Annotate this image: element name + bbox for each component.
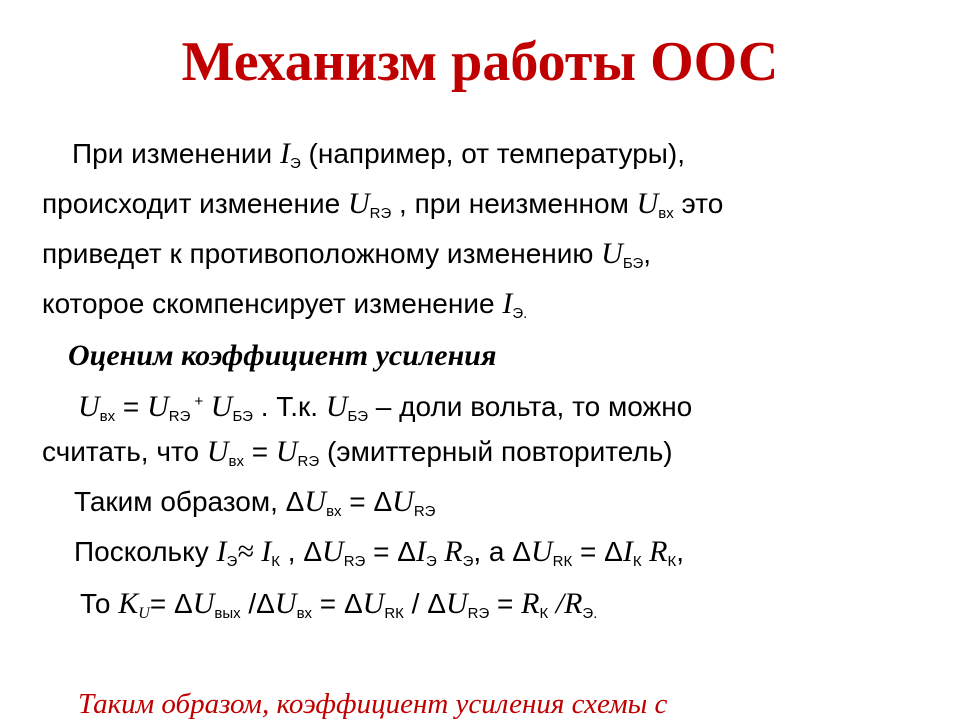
- subscript: RЭ: [413, 503, 436, 520]
- text: При изменении: [72, 138, 280, 169]
- text: – доли вольта, то можно: [368, 391, 693, 422]
- text: Поскольку: [74, 536, 217, 567]
- variable: U: [192, 587, 215, 620]
- variable: R: [521, 587, 540, 620]
- text: =: [243, 436, 276, 467]
- variable: U: [636, 187, 659, 220]
- subscript: Э.: [512, 305, 528, 322]
- text-line-3: [42, 236, 651, 282]
- text-line-5: [78, 384, 692, 435]
- variable: U: [203, 390, 233, 423]
- subscript: вх: [326, 503, 342, 520]
- subscript: RЭ: [369, 205, 392, 222]
- variable: U: [392, 485, 414, 518]
- subscript: вх: [228, 453, 244, 470]
- text: =: [489, 588, 522, 619]
- variable: I: [216, 535, 227, 568]
- text: / Δ: [403, 588, 446, 619]
- text-line-4: [42, 286, 527, 332]
- text: (эмиттерный повторитель): [319, 436, 673, 467]
- subscript: RК: [384, 605, 404, 622]
- text: , Δ: [280, 536, 323, 567]
- text: = Δ: [312, 588, 363, 619]
- text: = Δ: [341, 486, 393, 517]
- subscript: Э: [425, 553, 437, 570]
- subscript: RЭ: [467, 605, 490, 622]
- text: это: [673, 188, 724, 219]
- text: которое скомпенсирует изменение: [42, 288, 503, 319]
- text: считать, что: [42, 436, 207, 467]
- variable: U: [206, 435, 229, 468]
- text-line-6: [42, 434, 673, 480]
- text: Таким образом, Δ: [74, 486, 305, 517]
- subscript: Э: [462, 553, 474, 570]
- variable: U: [304, 485, 327, 518]
- text-line-7: [74, 484, 435, 530]
- variable: U: [530, 535, 553, 568]
- variable: U: [274, 587, 297, 620]
- subscript: К: [667, 553, 677, 570]
- text: = Δ: [365, 536, 416, 567]
- subscript: RЭ: [297, 453, 320, 470]
- superscript: +: [190, 393, 204, 410]
- variable: U: [325, 390, 348, 423]
- text: , а Δ: [473, 536, 531, 567]
- text: То: [80, 588, 119, 619]
- variable: U: [78, 390, 100, 423]
- subscript: БЭ: [622, 255, 644, 272]
- variable: U: [347, 187, 370, 220]
- slide-title: Механизм работы ООС: [181, 31, 779, 93]
- variable: U: [275, 435, 298, 468]
- subscript: RЭ: [168, 408, 191, 425]
- text: . Т.к.: [252, 391, 326, 422]
- subscript: Э: [226, 553, 238, 570]
- text-line-9: [80, 586, 597, 632]
- variable: I: [261, 535, 272, 568]
- text: (например, от температуры),: [300, 138, 686, 169]
- variable: U: [147, 390, 169, 423]
- variable: I: [502, 287, 513, 320]
- approx-sign: ≈: [237, 535, 262, 568]
- text: приведет к противоположному изменению: [42, 238, 602, 269]
- variable: R: [436, 535, 463, 568]
- text: /Δ: [240, 588, 275, 619]
- variable: I: [622, 535, 633, 568]
- variable: R: [641, 535, 668, 568]
- subscript: вх: [658, 205, 674, 222]
- subscript: К: [632, 553, 642, 570]
- text: ,: [676, 536, 684, 567]
- subscript: RК: [552, 553, 573, 570]
- subscript: вх: [99, 408, 116, 425]
- variable: U: [445, 587, 468, 620]
- text-line-1: [72, 136, 685, 182]
- text-line-2: [42, 186, 723, 232]
- text: =: [115, 391, 148, 422]
- subscript: К: [271, 553, 280, 570]
- variable: K: [118, 587, 139, 620]
- subscript: БЭ: [347, 408, 369, 425]
- text: ,: [643, 238, 652, 269]
- subscript: RЭ: [343, 553, 366, 570]
- subscript: вх: [296, 605, 313, 622]
- section-heading: Оценим коэффициент усиления: [68, 339, 497, 372]
- variable: I: [415, 535, 426, 568]
- text: , при неизменном: [391, 188, 637, 219]
- variable: U: [322, 535, 344, 568]
- text-line-8: [74, 534, 684, 580]
- subscript: К: [539, 605, 549, 622]
- text: происходит изменение: [42, 188, 348, 219]
- subscript: Э: [289, 155, 301, 172]
- text: = Δ: [149, 588, 193, 619]
- subscript: вых: [214, 605, 241, 622]
- subscript: U: [138, 605, 150, 622]
- variable: I: [279, 137, 290, 170]
- text: = Δ: [572, 536, 623, 567]
- operator: /: [548, 587, 565, 620]
- conclusion-text: Таким образом, коэффициент усиления схемы с: [78, 688, 668, 720]
- variable: R: [564, 587, 583, 620]
- subscript: БЭ: [232, 408, 253, 425]
- subscript: Э.: [582, 605, 598, 622]
- variable: U: [601, 237, 623, 270]
- variable: U: [362, 587, 385, 620]
